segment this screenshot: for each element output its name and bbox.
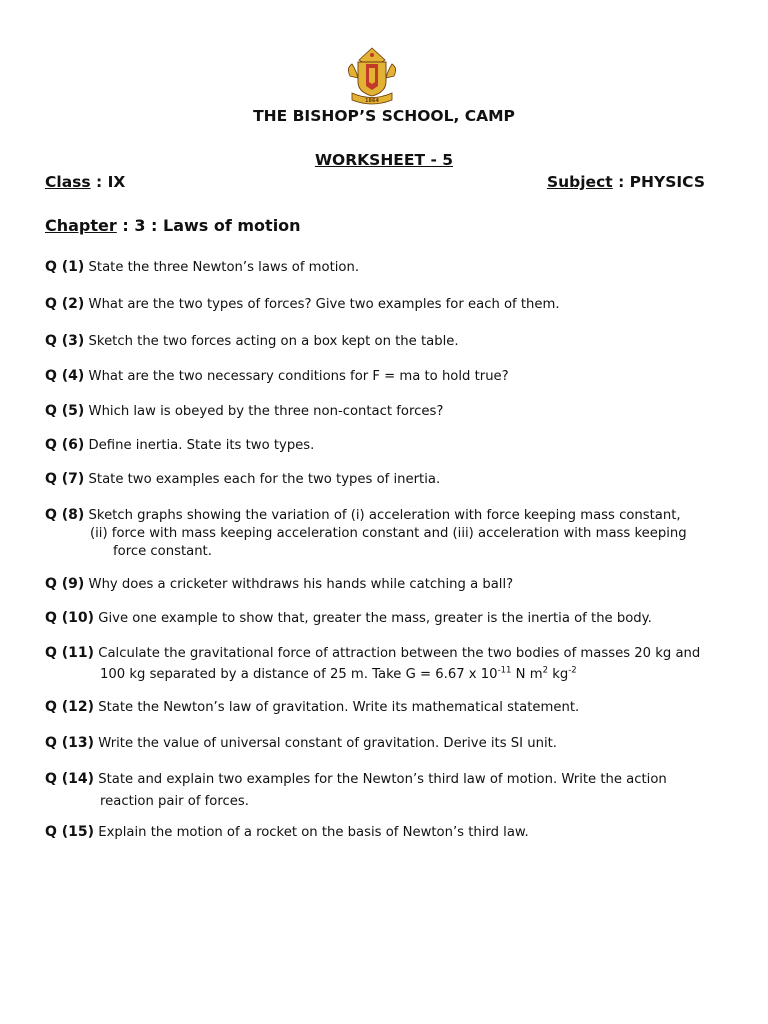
question-text-line-2: reaction pair of forces. xyxy=(100,794,249,809)
class-value: IX xyxy=(107,173,126,191)
question-text: Give one example to show that, greater the mass, greater is the inertia of the body. xyxy=(98,611,652,626)
question-15 xyxy=(45,823,529,842)
question-8 xyxy=(45,506,687,561)
question-text: Sketch graphs showing the variation of (i) acceleration with force keeping mass constant, xyxy=(88,508,681,523)
question-number: Q (11) xyxy=(45,645,95,661)
question-13 xyxy=(45,734,557,753)
question-6 xyxy=(45,436,314,455)
question-number: Q (5) xyxy=(45,403,85,419)
question-number: Q (15) xyxy=(45,824,95,840)
question-3 xyxy=(45,332,459,351)
question-text: Which law is obeyed by the three non-contact forces? xyxy=(88,404,444,419)
question-text: Why does a cricketer withdraws his hands while catching a ball? xyxy=(88,577,514,592)
question-text: Write the value of universal constant of gravitation. Derive its SI unit. xyxy=(98,736,557,751)
question-number: Q (7) xyxy=(45,471,85,487)
question-number: Q (9) xyxy=(45,576,85,592)
school-crest-logo xyxy=(344,46,400,108)
school-name: THE BISHOP’S SCHOOL, CAMP xyxy=(253,107,515,125)
question-number: Q (8) xyxy=(45,507,85,523)
question-4 xyxy=(45,367,509,386)
question-text: State the Newton’s law of gravitation. Write its mathematical statement. xyxy=(98,700,580,715)
question-number: Q (6) xyxy=(45,437,85,453)
question-11 xyxy=(45,643,700,685)
question-number: Q (12) xyxy=(45,699,95,715)
question-number: Q (4) xyxy=(45,368,85,384)
question-9 xyxy=(45,575,513,594)
question-text: Calculate the gravitational force of attraction between the two bodies of masses 20 kg and xyxy=(98,646,701,661)
question-2 xyxy=(45,295,560,314)
question-text: What are the two types of forces? Give two examples for each of them. xyxy=(88,297,560,312)
class-separator: : xyxy=(90,173,108,191)
subject-separator: : xyxy=(612,173,630,191)
question-12 xyxy=(45,698,579,717)
subject-label: Subject xyxy=(546,173,613,191)
chapter-label: Chapter xyxy=(45,216,117,235)
question-text: Explain the motion of a rocket on the basis of Newton’s third law. xyxy=(98,825,529,840)
subject-value: PHYSICS xyxy=(629,173,705,191)
question-text: State the three Newton’s laws of motion. xyxy=(88,260,360,275)
formula-part: 100 kg separated by a distance of 25 m. Take G = 6.67 x 10 xyxy=(100,667,498,682)
question-text: State two examples each for the two types of inertia. xyxy=(88,472,441,487)
worksheet-title: WORKSHEET - 5 xyxy=(314,151,454,169)
question-7 xyxy=(45,470,440,489)
question-1 xyxy=(45,258,359,277)
question-text: State and explain two examples for the Newton’s third law of motion. Write the action xyxy=(98,772,667,787)
question-number: Q (14) xyxy=(45,771,95,787)
question-number: Q (10) xyxy=(45,610,95,626)
question-number: Q (1) xyxy=(45,259,85,275)
question-text-line-3: force constant. xyxy=(113,544,212,559)
question-number: Q (2) xyxy=(45,296,85,312)
class-label: Class xyxy=(45,173,91,191)
class-line xyxy=(45,173,125,191)
chapter-line xyxy=(45,216,301,235)
question-text-line-2 xyxy=(45,664,700,685)
formula-part: kg xyxy=(548,667,569,682)
question-10 xyxy=(45,609,652,628)
question-number: Q (3) xyxy=(45,333,85,349)
exponent: 2 xyxy=(542,665,548,676)
question-14 xyxy=(45,768,667,813)
question-text: What are the two necessary conditions for F = ma to hold true? xyxy=(88,369,509,384)
question-number: Q (13) xyxy=(45,735,95,751)
chapter-title: : 3 : Laws of motion xyxy=(116,216,301,235)
exponent: -11 xyxy=(497,665,512,676)
question-text: Define inertia. State its two types. xyxy=(88,438,315,453)
svg-text:1864: 1864 xyxy=(365,98,379,104)
question-text-line-2: (ii) force with mass keeping acceleration constant and (iii) acceleration with mass keeping xyxy=(90,526,687,541)
question-text: Sketch the two forces acting on a box kept on the table. xyxy=(88,334,459,349)
formula-part: N m xyxy=(511,667,543,682)
exponent: -2 xyxy=(568,665,577,676)
question-5 xyxy=(45,402,443,421)
subject-line xyxy=(547,173,705,191)
